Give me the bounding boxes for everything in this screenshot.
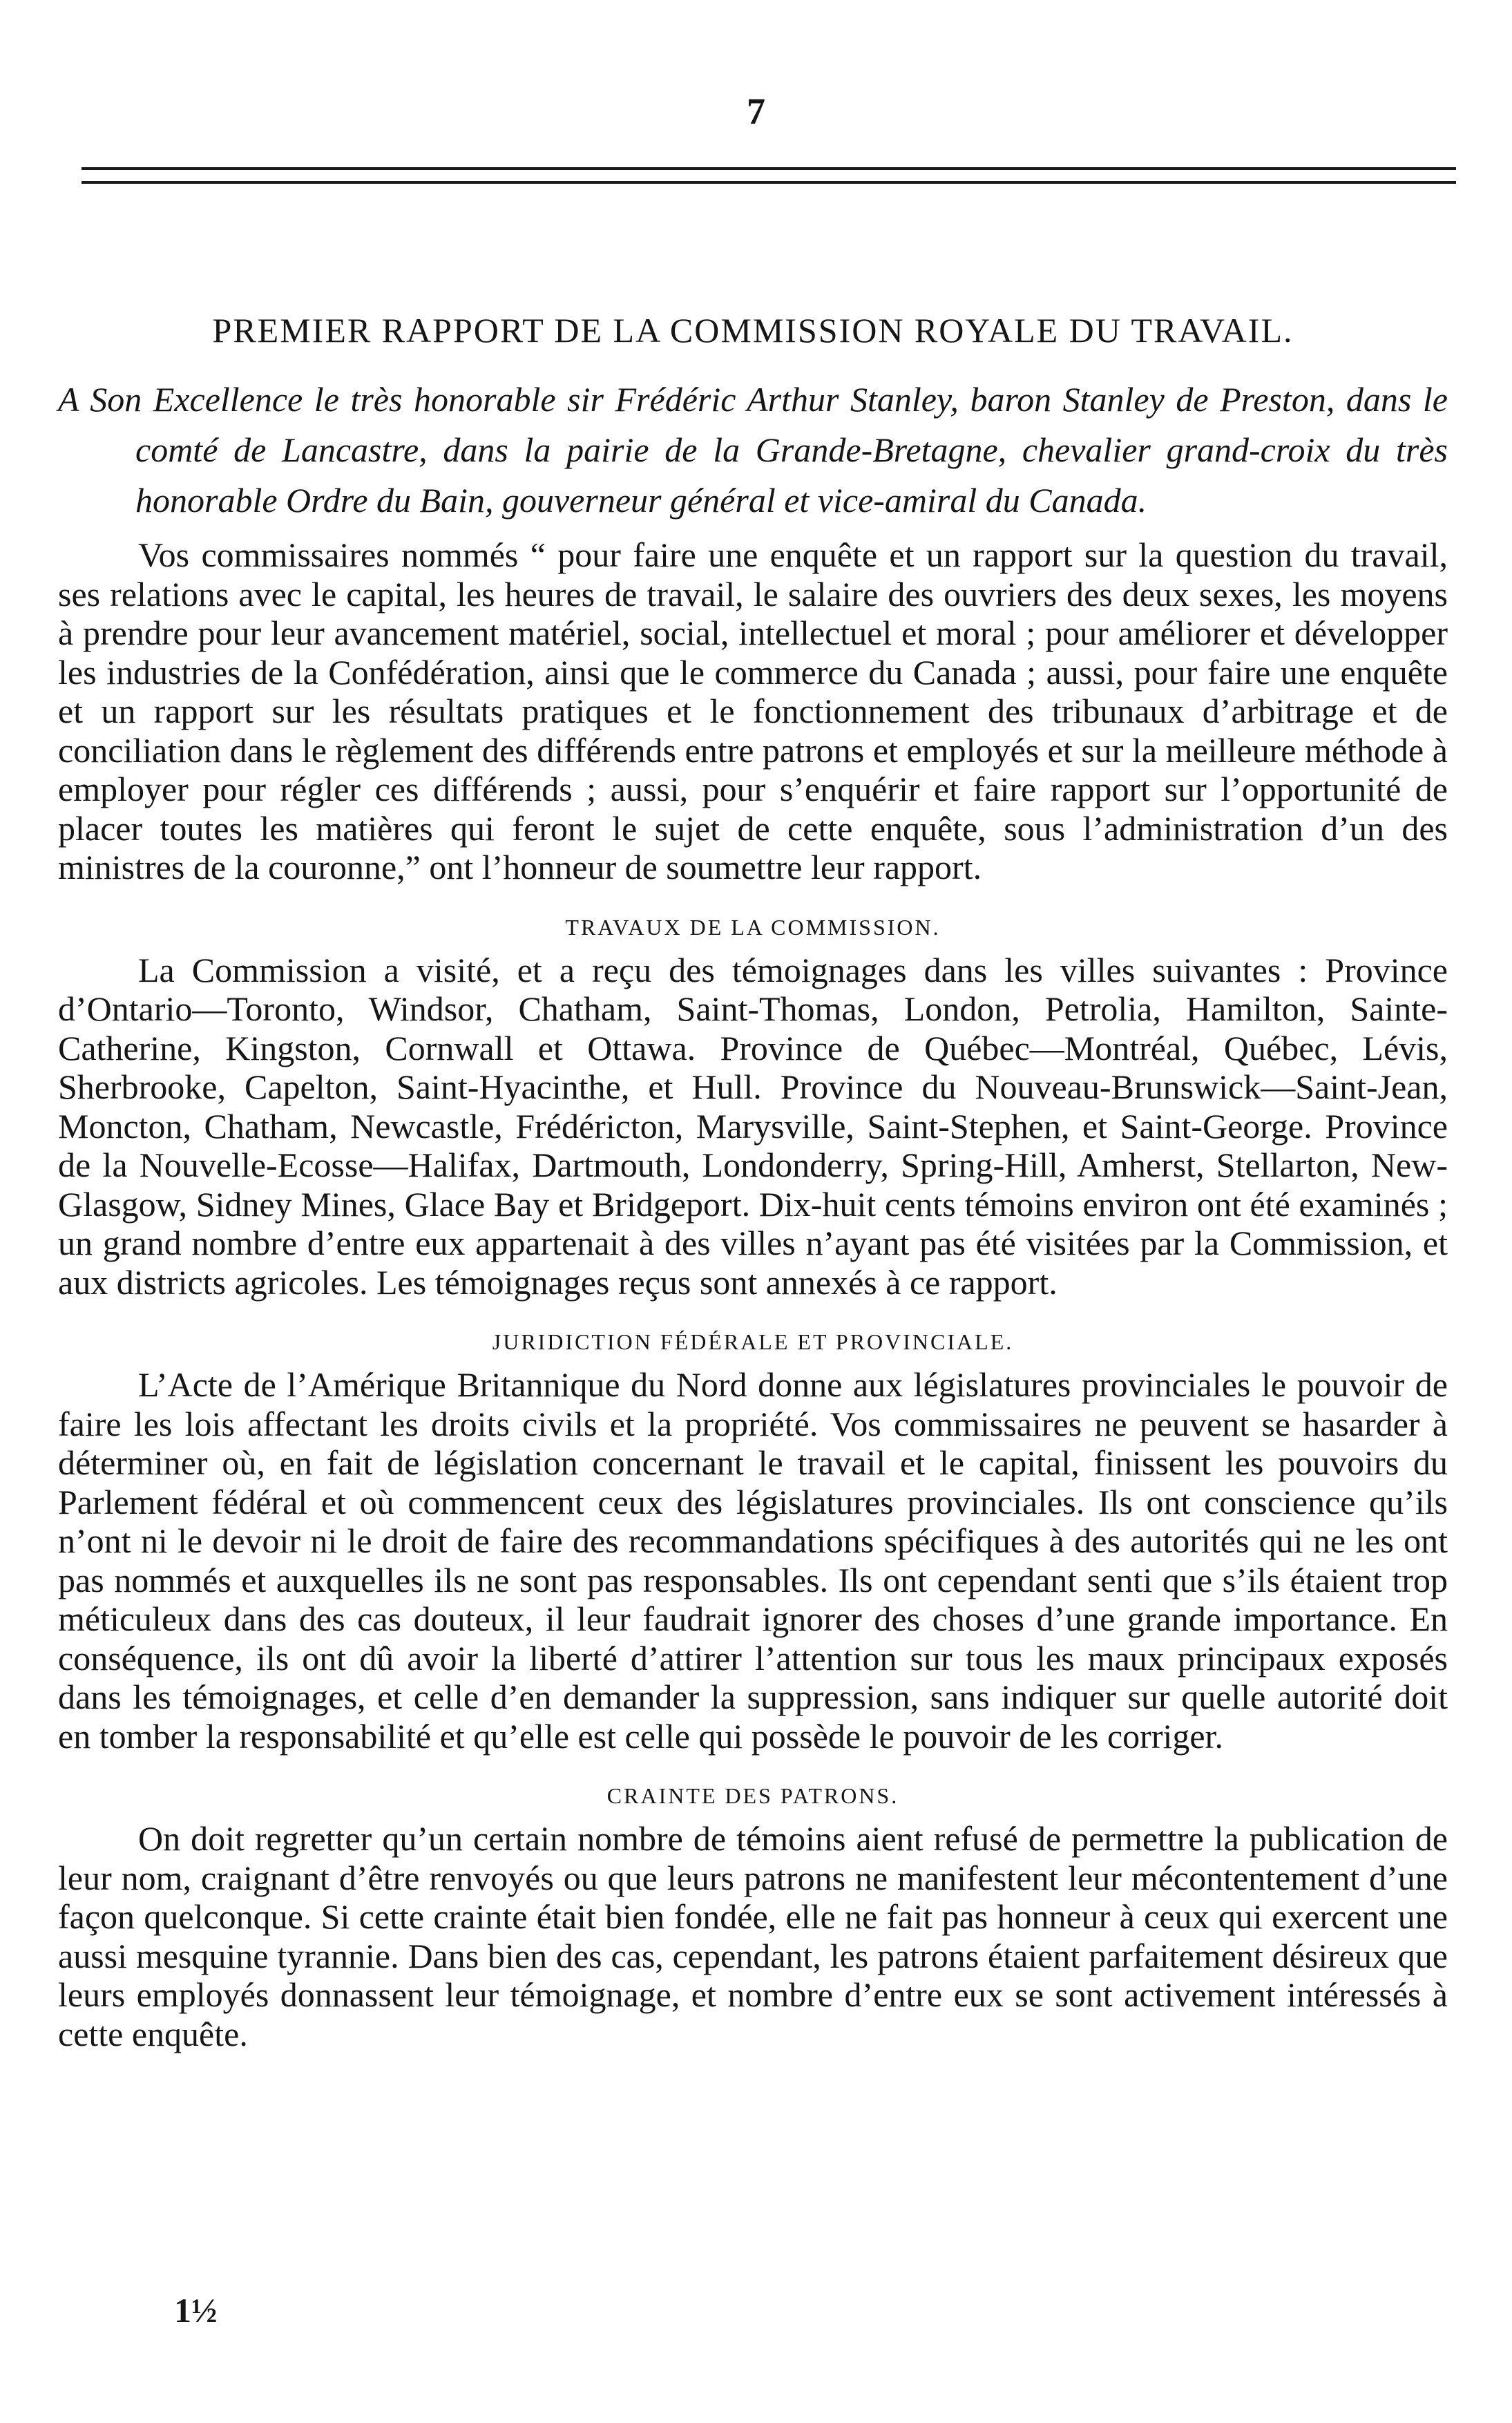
section-heading-crainte: CRAINTE DES PATRONS. [606,1783,899,1808]
report-title: PREMIER RAPPORT DE LA COMMISSION ROYALE DU TRAVAIL. [212,311,1294,350]
document-body [58,310,1448,2053]
section-paragraph-juridiction: L’Acte de l’Amérique Britannique du Nord donne aux législatures provinciales le pouvoir de faire les lois affectant les droits civils et la propriété. Vos commissaires ne peuvent se hasarder à déterminer où, en fait de législation concernant le travail et le capital, finissent les pouvoirs du Parlement fédéral et où commencent ceux des législatures provinciales. Ils ont conscience qu’ils n’ont ni le devoir ni le droit de faire des recommandations spécifiques à des autorités qui ne les ont pas nommés et auxquelles ils ne sont pas responsables. Ils ont cependant senti que s’ils étaient trop méticuleux dans des cas douteux, il leur faudrait ignorer des choses d’une grande importance. En conséquence, ils ont dû avoir la liberté d’attirer l’attention sur tous les maux principaux exposés dans les témoignages, et celle d’en demander la suppression, sans indiquer sur quelle autorité doit en tomber la responsabilité et qu’elle est celle qui possède le pouvoir de les corriger. [58,1365,1448,1756]
section-paragraph-crainte: On doit regretter qu’un certain nombre de témoins aient refusé de permettre la publication de leur nom, craignant d’être renvoyés ou que leurs patrons ne manifestent leur mécontentement d’une façon quelconque. Si cette crainte était bien fondée, elle ne fait pas honneur à ceux qui exercent une aussi mesquine tyrannie. Dans bien des cas, cependant, les patrons étaient parfaitement désireux que leurs employés donnassent leur témoignage, et nombre d’entre eux se sont activement intéressés à cette enquête. [58,1819,1448,2053]
top-rule-upper [82,167,1456,170]
top-rule-lower [82,181,1456,184]
intro-paragraph: Vos commissaires nommés “ pour faire une enquête et un rapport sur la question du travail, ses relations avec le capital, les heures de travail, le salaire des ouvriers des deux sexes, les moyens à prendre pour leur avancement matériel, social, intellectuel et moral ; pour améliorer et développer les industries de la Confédération, ainsi que le commerce du Canada ; aussi, pour faire une enquête et un rapport sur les résultats pratiques et le fonctionnement des tribunaux d’arbitrage et de conciliation dans le règlement des différends entre patrons et employés et sur la meilleure méthode à employer pour régler ces différends ; aussi, pour s’enquérir et faire rapport sur l’opportunité de placer toutes les matières qui feront le sujet de cette enquête, sous l’administration d’un des ministres de la couronne,” ont l’honneur de soumettre leur rapport. [58,535,1448,886]
section-heading-juridiction: JURIDICTION FÉDÉRALE ET PROVINCIALE. [492,1329,1014,1354]
dedication-address: A Son Excellence le très honorable sir Frédéric Arthur Stanley, baron Stanley de Preston, dans le comté de Lancastre, dans la pairie de la Grande-Bretagne, chevalier grand-croix du très honorable Ordre du Bain, gouverneur général et vice-amiral du Canada. [58,380,1448,520]
signature-mark: 1½ [174,2291,218,2330]
section-heading-travaux: TRAVAUX DE LA COMMISSION. [565,914,941,940]
page-number: 7 [747,91,765,132]
section-paragraph-travaux: La Commission a visité, et a reçu des témoignages dans les villes suivantes : Province d’Ontario—Toronto, Windsor, Chatham, Saint-Thomas, London, Petrolia, Hamilton, Sainte-Catherine, Kingston, Cornwall et Ottawa. Province de Québec—Montréal, Québec, Lévis, Sherbrooke, Capelton, Saint-Hyacinthe, et Hull. Province du Nouveau-Brunswick—Saint-Jean, Moncton, Chatham, Newcastle, Frédéricton, Marysville, Saint-Stephen, et Saint-George. Province de la Nouvelle-Ecosse—Halifax, Dartmouth, Londonderry, Spring-Hill, Amherst, Stellarton, New-Glasgow, Sidney Mines, Glace Bay et Bridgeport. Dix-huit cents témoins environ ont été examinés ; un grand nombre d’entre eux appartenait à des villes n’ayant pas été visitées par la Commission, et aux districts agricoles. Les témoignages reçus sont annexés à ce rapport. [58,950,1448,1302]
